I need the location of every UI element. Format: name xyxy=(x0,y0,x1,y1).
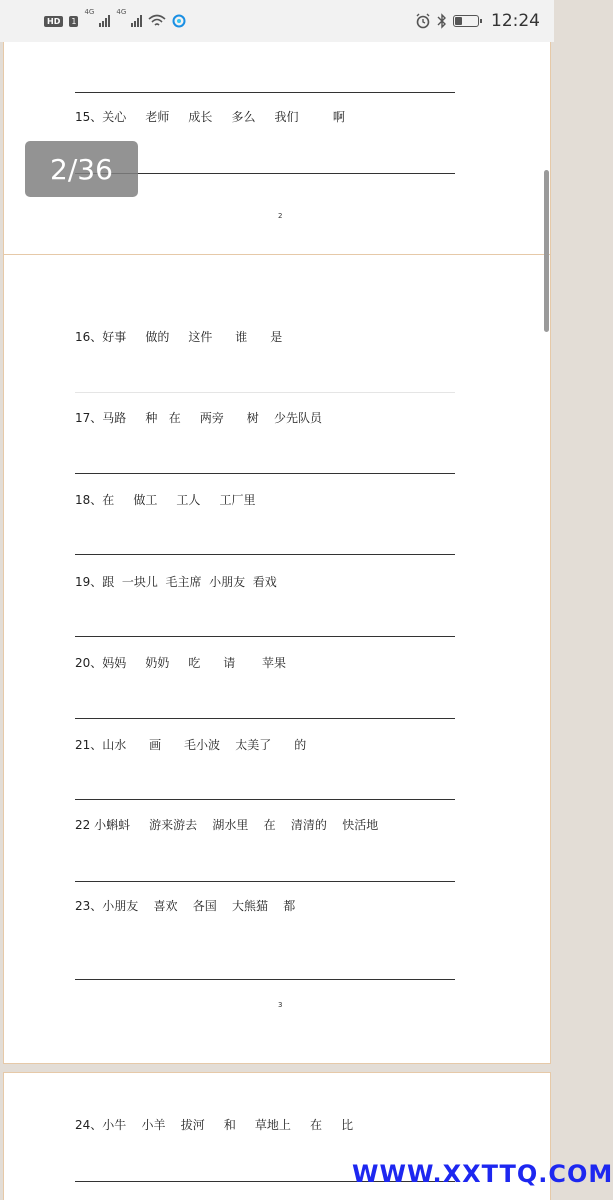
battery-icon xyxy=(453,15,479,27)
bluetooth-icon xyxy=(437,13,447,29)
page-number: 3 xyxy=(278,1001,283,1009)
page-indicator: 2/36 xyxy=(25,141,138,197)
answer-line xyxy=(75,392,455,393)
question-text: 24、小牛 小羊 拔河 和 草地上 在 比 xyxy=(75,1118,354,1132)
browser-icon xyxy=(172,14,186,28)
signal-2-icon xyxy=(116,7,142,31)
status-left xyxy=(44,7,186,31)
answer-line xyxy=(75,473,455,474)
question-text: 18、在 做工 工人 工厂里 xyxy=(75,493,256,507)
question-text: 20、妈妈 奶奶 吃 请 苹果 xyxy=(75,656,287,670)
document-page xyxy=(3,254,551,1064)
network-type-label: 4G xyxy=(116,7,127,16)
alarm-icon xyxy=(415,13,431,29)
question-text: 19、跟 一块儿 毛主席 小朋友 看戏 xyxy=(75,575,277,589)
clock: 12:24 xyxy=(491,11,540,31)
question-text: 23、小朋友 喜欢 各国 大熊猫 都 xyxy=(75,899,296,913)
answer-line xyxy=(75,718,455,719)
sim-icon: 1 xyxy=(71,16,77,26)
status-bar xyxy=(0,0,554,42)
watermark: WWW.XXTTQ.COM xyxy=(352,1160,613,1188)
network-type-label: 4G xyxy=(84,7,95,16)
wifi-icon xyxy=(148,14,166,28)
answer-line xyxy=(75,881,455,882)
question-text: 15、关心 老师 成长 多么 我们 啊 xyxy=(75,110,345,124)
question-text: 17、马路 种 在 两旁 树 少先队员 xyxy=(75,411,323,425)
page-number: 2 xyxy=(278,212,283,220)
question-text: 21、山水 画 毛小波 太美了 的 xyxy=(75,738,307,752)
hd-icon: HD xyxy=(44,16,63,27)
answer-line xyxy=(75,636,455,637)
question-text: 22 小蝌蚪 游来游去 湖水里 在 清清的 快活地 xyxy=(75,818,379,832)
answer-line xyxy=(75,92,455,93)
answer-line xyxy=(75,799,455,800)
question-text: 16、好事 做的 这件 谁 是 xyxy=(75,330,283,344)
answer-line xyxy=(75,554,455,555)
signal-1-icon xyxy=(84,7,110,31)
answer-line xyxy=(75,979,455,980)
status-right xyxy=(415,11,540,31)
scrollbar[interactable] xyxy=(544,170,549,332)
